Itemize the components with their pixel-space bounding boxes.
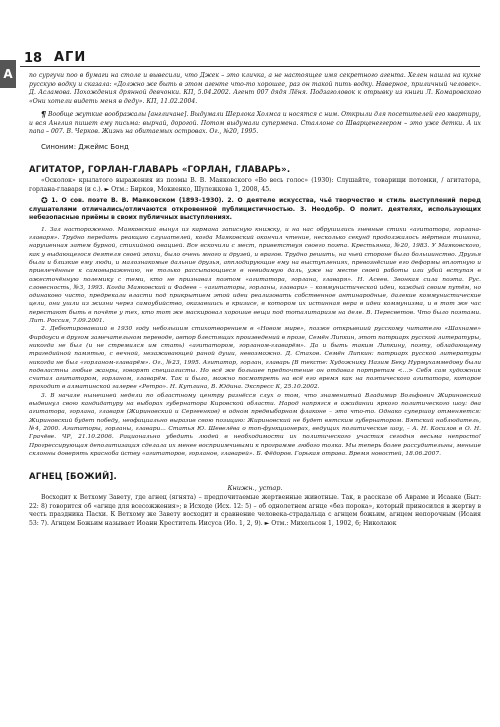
page-header — [20, 48, 480, 68]
entry-intro-agitator: «Осколок» крылатого выражения из поэмы В. В. Маяковского «Во весь голос» (1930): Слушайте, товарищи потомки, / агитатора, горлана-главаря (и с.). ► Отм.: Бирков, Мокиенко, Шулежкова 1, 2008, 45. — [29, 177, 481, 193]
sense-marker-icon: ✪ — [41, 196, 48, 205]
running-head: АГИ — [54, 50, 87, 65]
entry-headword-lamb: АГНЕЦ [БОЖИЙ]. — [29, 472, 117, 483]
entry-senses-agitator — [29, 197, 481, 223]
page-number: 18 — [24, 51, 43, 66]
header-rule — [20, 66, 480, 67]
quote-block-1: 1. Зал настороженно. Маяковский вынул из кармана записную книжку, и на нас обрушились гневные стихи «агитатора, горлана-главаря». Трудно передать реакцию слушателей, когда Маяковский окончил чтение, несколько секунд продолжалось мёртвая тишина, нарушенная затем бурной, стихийной овацией. Все вскочили с мест, приветствуя своего поэта. Крестьянка, №20, 1983. У Маяковского, как у выдающегося деятеля своей эпохи, было очень много и друзей, и врагов. Трудно решить, на чьей стороне было большинство. Друзья были и близкие ему люди, и малознакомые дальние друзья, апплодирующие ему на выступлениях, превознёсшие его деформы вплотную и привлечённые к самовыражению, не только рассыпающиеся в невидимую даль, уже на месте своей работы или убий вступая в ожесточённую полемику с теми, кто не признавал поэтом «агитатора, горлана, главаря». Н. Асеев. Звонкая сила поэта. Рус. словесность, №3, 1993. Когда Маяковский и Фадеев – «агитаторы, горланы, главари» – коммунистической идеи, каждый своим путём, но одинаково чисто, предрекали власти под прикрытием этой идеи реализовать собственное антинародные, далекие коммунистические цели, они ушли из жизни через самоубийство, оказавшись в кризисе, в котором их истинная вера в идеи коммунизма, и в тот же час перестают быть в почёте у тех, кто тот же маскировал хорошие вещи под тоталитаризм на деле. В. Пересветов. Что было поэтами. Лит. Россия, 7.09.2001. — [29, 226, 481, 325]
synonym-line — [29, 143, 481, 152]
entry-headword-agitator: АГИТАТОР, ГОРЛАН-ГЛАВАРЬ «ГОРЛАН, ГЛАВАРЬ». — [29, 165, 291, 175]
quote-block-3: 3. В начале нынешней недели по областному центру разнёсся слух о том, что знаменитый Владимир Вольфович Жириновский выдвинул свою кандидатуру на выборах губернатора Кировской области. Народ напрягся в ожидании яркого политического шоу: два агитатора, горлана, главаря (Жириновский и Сергеенков) в одном предвыборном флаконе – это что-то. Однако супершоу отменяется: Жириновский будет победу, неофициально выразив свою позицию: Жириновский не будет вятским губернатором. Вятский наблюдатель, №4, 2000. Агитаторы, горланы, главари... Статья Ю. Шевелёва о топ-функционерах, ведущих политические шоу, – А. Н. Косилов в О. Н. Грачёве. ЧР, 21.10.2006. Рационально убедить людей в необходимости их политического участия сегодня весьма непросто! Прогрессирующая деполитизация сделала их менее восприимчивыми к программе любого толка. Мы теперь более рассудительны, меньше склонны доверять красноба йству «агитаторов, горланов, главарей». Б. Фёдоров. Горькая отрава. Время новостей, 18.06.2007. — [29, 392, 481, 457]
entry-style-label: Книжн., устар. — [227, 484, 283, 493]
quote-block-2: 2. Дебютировавший в 1930 году небольшим стихотворением в «Новом мире», позже открывший русскому читателю «Шахнаме» Фирдоуси в другом замечательном переводе, автор блестящих произведений в прозе, Семён Липкин, этот патриарх русской литературы, никогда не был (и не стремился им стать) «агитатором, горланом-главарём». Да и быть таким Липкину, поэту, обладающему трагедийной памятью, с вечной, незаживающей раной души, невозможно. Д. Стахов. Семён Липкин: патриарх русской литературы никогда не был «горланом-главарём». Ог., №23, 1995. Агитатор, горлан, главарь [В тексте: Художнику Назим Беку Нурмухаммедову были подвластны любые жанры, говорят специалисты. Но всё же большее предпочтение он отдавал портретам <...> Себя сам художник считал агитатором, горланом, главарём. Так и было, можно посмотреть на всё его время как на поэтического агитатора, которое проходит в алматинской галерее «Ретро». Н. Кутлина, В. Юдина. Экспресс К, 25.10.2002. — [29, 326, 481, 391]
note-icon: ¶ — [41, 110, 47, 119]
quotes-agitator — [29, 226, 481, 458]
section-tab: А — [0, 60, 16, 88]
sense-text: 1. О сов. поэте В. В. Маяковском (1893–1930). 2. О деятеле искусства, чьё творчество и стиль выступлений перед слушателями отличались/отличаются откровенной публицистичностью. 3. Неодобр. О полит. деятелях, использующих небезопасные приёмы в своих публичных выступлениях. — [29, 197, 481, 222]
synonym-value: Джеймс Бонд — [78, 142, 129, 151]
usage-note — [29, 111, 481, 137]
dictionary-page-body — [29, 72, 481, 528]
continuation-quote: по сургучи поо в бумаги на столе и вывесили, что Джек – это кличка, а не настоящее имя секретного агента. Хелен нашла на кухне русскую водку и сказала: «Должно же быть в этом агенте что-то хорошее, раз он такой пить водку. Наверное, приличный человек». Д. Асламова. Похождения дрянной девчонки. КП, 5.04.2002. Агент 007 дядя Лёня. Подзаголовок к отрывку из книги Л. Комаровского «Они хотели видеть меня в деду». КП, 11.02.2004. — [29, 72, 481, 105]
synonym-label: Синоним: — [41, 142, 77, 151]
note-text: Вообще жуткие воображалы [англичане]. Выдумали Шерлока Холмса и носятся с ним. Открыли для посетителей его квартиру, и вся Англия пишет ему письма: вырчай, дорогой. Потом выдумали супермена. Сталлоне со Шварценеггером – это уже детки. А их папа – 007. В. Черков. Жизнь на обитаемых островах. Ог., №20, 1995. — [29, 111, 481, 135]
entry-text-lamb: Восходит к Ветхому Завету, где агнец (ягнята) – предпочитаемые жертвенные животные. Так, в рассказе об Авраме и Исааке (Быт: 22: 8) говорится об «агнце для всесожжения»; в Исходе (Исх. 12: 5) – об однолетнем агнце «без порока», который приносился в жертву в честь праздника Пасхи. К Ветхому же Завету восходит и сравнение человека-страдальца с агнцем божьим, агнцем непорочным (Исаия 53: 7). Агнцем Божьим называет Иоанн Креститель Иисуса (Ио. 1, 2, 9). ► Отм.: Михельсон 1, 1902, 6; Николаюк — [29, 494, 481, 527]
